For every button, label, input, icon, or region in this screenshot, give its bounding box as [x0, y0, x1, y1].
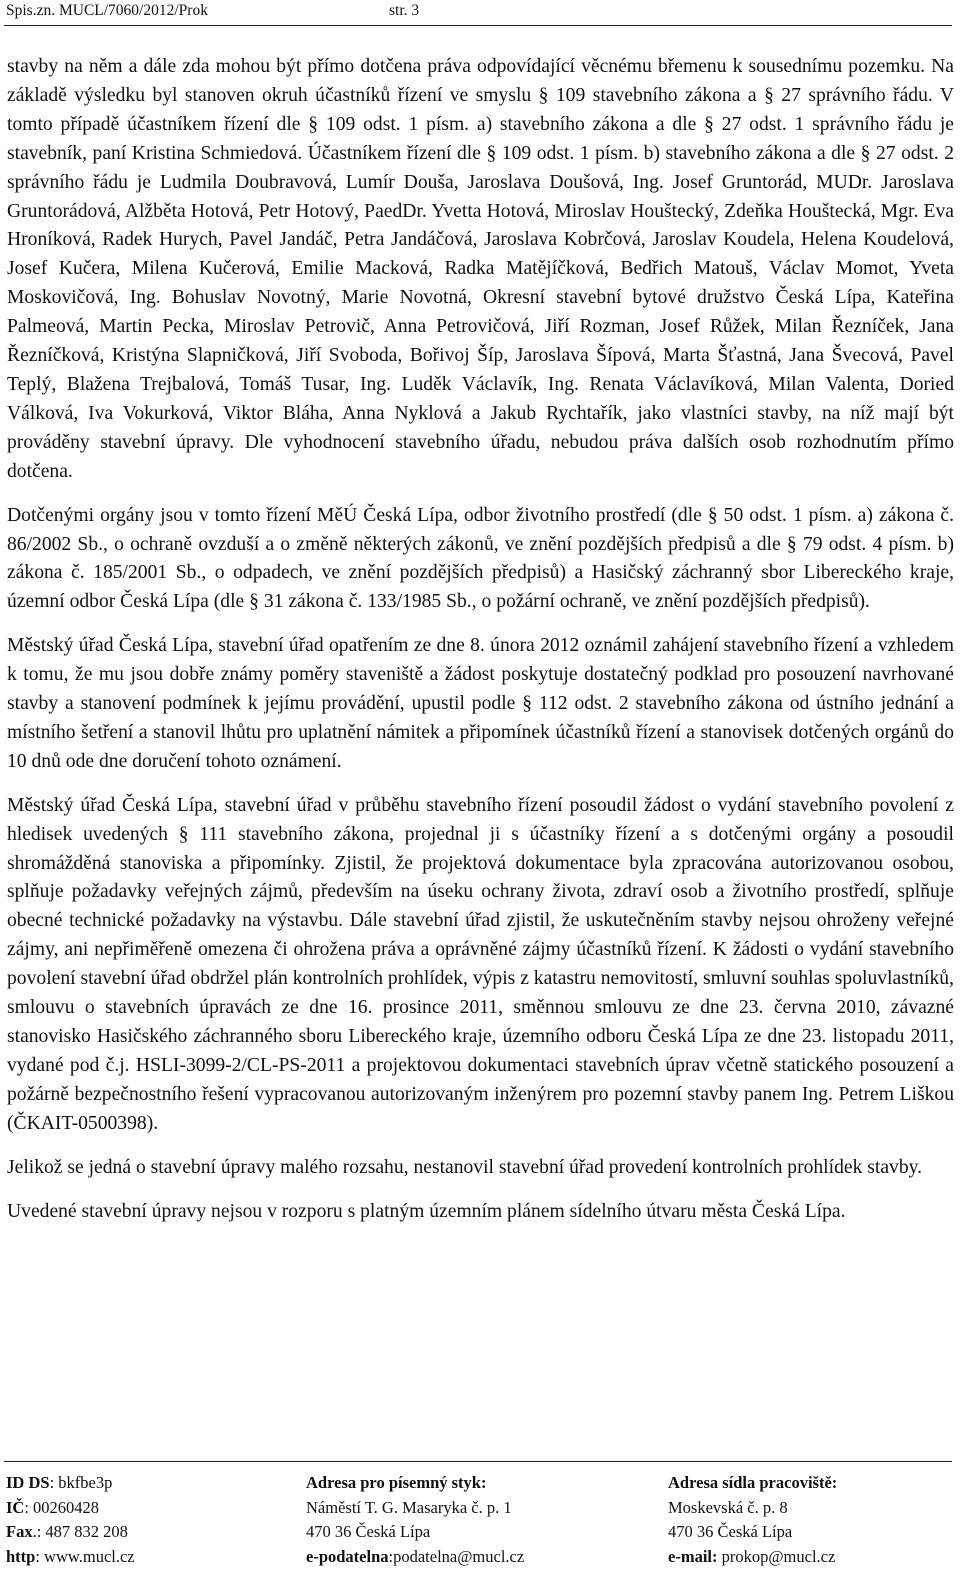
document-body — [7, 53, 954, 1241]
office-address-title: Adresa sídla pracoviště: — [668, 1473, 838, 1492]
paragraph-affected-authorities: Dotčenými orgány jsou v tomto řízení MěÚ Česká Lípa, odbor životního prostředí (dle § 50 odst. 1 písm. a) zákona č. 86/2002 Sb., o ochraně ovzduší a o změně některých zákonů, ve znění pozdějších předpisů a dle § 79 odst. 4 písm. b) zákona č. 185/2001 Sb., o odpadech, ve znění pozdějších předpisů) a Hasičský záchranný sbor Libereckého kraje, územní odbor Česká Lípa (dle § 31 zákona č. 133/1985 Sb., o požární ochraně, ve znění pozdějších předpisů). — [7, 504, 954, 613]
office-address-street: Moskevská č. p. 8 — [668, 1497, 788, 1517]
footer-email[interactable]: e-mail: prokop@mucl.cz — [668, 1546, 836, 1566]
footer-divider — [4, 1461, 952, 1462]
postal-address-city: 470 36 Česká Lípa — [306, 1522, 431, 1541]
paragraph-participants: stavby na něm a dále zda mohou být přímo dotčena práva odpovídající věcnému břemenu k sousednímu pozemku. Na základě výsledku byl stanoven okruh účastníků řízení ve smyslu § 109 stavebního zákona a § 27 správního řádu. V tomto případě účastníkem řízení dle § 109 odst. 1 písm. a) stavebního zákona a dle § 27 odst. 1 správního řádu je stavebník, paní Kristina Schmiedová. Účastníkem řízení dle § 109 odst. 1 písm. b) stavebního zákona a dle § 27 odst. 2 správního řádu je Ludmila Doubravová, Lumír Douša, Jaroslava Doušová, Ing. Josef Gruntorád, MUDr. Jaroslava Gruntorádová, Alžběta Hotová, Petr Hotový, PaedDr. Yvetta Hotová, Miroslav Houštecký, Zdeňka Houštecká, Mgr. Eva Hroníková, Radek Hurych, Pavel Jandáč, Petra Jandáčová, Jaroslava Kobrčová, Jaroslav Koudela, Helena Koudelová, Josef Kučera, Milena Kučerová, Emilie Macková, Radka Matějíčková, Bedřich Matouš, Václav Momot, Yveta Moskovičová, Ing. Bohuslav Novotný, Marie Novotná, Okresní stavební bytové družstvo Česká Lípa, Kateřina Palmeová, Martin Pecka, Miroslav Petrovič, Anna Petrovičová, Jiří Rozman, Josef Růžek, Milan Řezníček, Jana Řezníčková, Kristýna Slapničková, Jiří Svoboda, Bořivoj Šíp, Jaroslava Šípová, Marta Šťastná, Jana Švecová, Pavel Teplý, Blažena Trejbalová, Tomáš Tusar, Ing. Luděk Václavík, Ing. Renata Václavíková, Milan Valenta, Doried Válková, Iva Vokurková, Viktor Bláha, Anna Nyklová a Jakub Rychtařík, jako vlastníci stavby, na níž mají být prováděny stavební úpravy. Dle vyhodnocení stavebního úřadu, nebudou práva dalších osob rozhodnutím přímo dotčena. — [7, 56, 954, 482]
postal-address-street: Náměstí T. G. Masaryka č. p. 1 — [306, 1497, 512, 1517]
page-number: str. 3 — [389, 2, 420, 19]
footer-postal-address — [306, 1471, 524, 1569]
footer-id-ds: ID DS: bkfbe3p — [6, 1473, 113, 1492]
postal-address-title: Adresa pro písemný styk: — [306, 1473, 487, 1492]
page-header — [6, 0, 946, 22]
footer-fax: Fax.: 487 832 208 — [6, 1522, 128, 1541]
header-divider — [4, 25, 952, 26]
office-address-city: 470 36 Česká Lípa — [668, 1522, 793, 1541]
footer-ico: IČ: 00260428 — [6, 1497, 100, 1517]
footer-contact-ids — [6, 1471, 135, 1569]
paragraph-zoning-plan: Uvedené stavební úpravy nejsou v rozporu s platným územním plánem sídelního útvaru města Česká Lípa. — [7, 1200, 846, 1222]
file-reference: Spis.zn. MUCL/7060/2012/Prok — [6, 2, 208, 19]
footer-epodatelna[interactable]: e-podatelna:podatelna@mucl.cz — [306, 1546, 525, 1566]
paragraph-inspections: Jelikož se jedná o stavební úpravy malého rozsahu, nestanovil stavební úřad provedení kontrolních prohlídek stavby. — [7, 1156, 923, 1178]
paragraph-assessment: Městský úřad Česká Lípa, stavební úřad v průběhu stavebního řízení posoudil žádost o vydání stavebního povolení z hledisek uvedených § 111 stavebního zákona, projednal ji s účastníky řízení a s dotčenými orgány a posoudil shromážděná stanoviska a připomínky. Zjistil, že projektová dokumentace byla zpracována autorizovanou osobou, splňuje požadavky veřejných zájmů, především na úseku ochrany života, zdraví osob a životního prostředí, splňuje obecné technické požadavky na výstavbu. Dále stavební úřad zjistil, že uskutečněním stavby nejsou ohroženy veřejné zájmy, ani nepřiměřeně omezena či ohrožena práva a oprávněné zájmy účastníků řízení. K žádosti o vydání stavebního povolení stavební úřad obdržel plán kontrolních prohlídek, výpis z katastru nemovitostí, smluvní souhlas spoluvlastníků, smlouvu o stavebních úpravách ze dne 16. prosince 2011, směnnou smlouvu ze dne 23. června 2010, závazné stanovisko Hasičského záchranného sboru Libereckého kraje, územního odboru Česká Lípa ze dne 23. listopadu 2011, vydané pod č.j. HSLI-3099-2/CL-PS-2011 a projektovou dokumentaci stavebních úprav včetně statického posouzení a požárně bezpečnostního řešení vypracovanou autorizovaným inženýrem pro pozemní stavby panem Ing. Petrem Liškou (ČKAIT-0500398). — [7, 794, 954, 1134]
paragraph-proceedings-start: Městský úřad Česká Lípa, stavební úřad opatřením ze dne 8. února 2012 oznámil zahájení stavebního řízení a vzhledem k tomu, že mu jsou dobře známy poměry staveniště a žádost poskytuje dostatečný podklad pro posouzení navrhované stavby a stanovení podmínek k jejímu provádění, upustil podle § 112 odst. 2 stavebního zákona od ústního jednání a místního šetření a stanovil lhůtu pro uplatnění námitek a připomínek účastníků řízení a stanovisek dotčených orgánů do 10 dnů ode dne doručení tohoto oznámení. — [7, 635, 954, 772]
footer-website[interactable]: http: www.mucl.cz — [6, 1546, 135, 1566]
footer-office-address — [668, 1471, 837, 1569]
